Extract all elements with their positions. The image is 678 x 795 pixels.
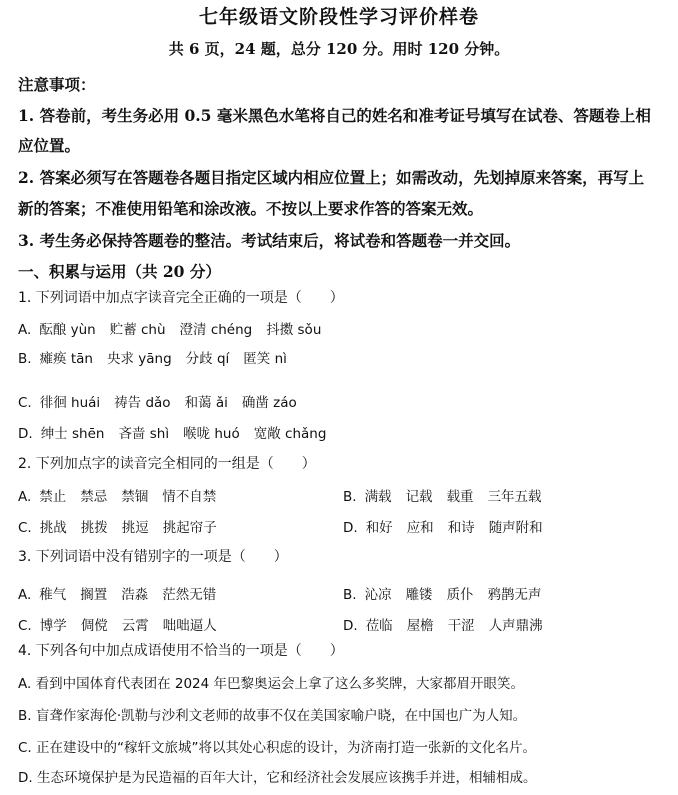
q4-option-a: A. 看到中国体育代表团在 2024 年巴黎奥运会上拿了这么多奖牌，大家都眉开眼笑。	[18, 676, 525, 692]
exam-title: 七年级语文阶段性学习评价样卷	[198, 6, 479, 28]
question-1-stem: 1. 下列词语中加点字读音完全正确的一项是（ ）	[18, 290, 344, 306]
q1-option-d: D. 绅士 shēn 吝啬 shì 喉咙 huó 宽敞 chǎng	[18, 426, 327, 442]
q3-option-d: D. 莅临 屋檐 干涩 人声鼎沸	[343, 618, 543, 634]
q2-option-c: C. 挑战 挑拨 挑逗 挑起帘子	[18, 520, 217, 536]
q2-option-a: A. 禁止 禁忌 禁锢 情不自禁	[18, 489, 217, 505]
question-4-stem: 4. 下列各句中加点成语使用不恰当的一项是（ ）	[18, 643, 344, 659]
q4-option-d: D. 生态环境保护是为民造福的百年大计，它和经济社会发展应该携手并进，相辅相成。	[18, 770, 537, 786]
q2-option-d: D. 和好 应和 和诗 随声附和	[343, 520, 543, 536]
notice-line-1: 1. 答卷前，考生务必用 0.5 毫米黑色水笔将自己的姓名和准考证号填写在试卷、答题卷上相	[18, 106, 651, 125]
q4-option-c: C. 正在建设中的“稼轩文旅城”将以其处心积虑的设计，为济南打造一张新的文化名片。	[18, 740, 536, 756]
notice-line-4: 新的答案；不准使用铅笔和涂改液。不按以上要求作答的答案无效。	[18, 199, 484, 218]
notice-heading: 注意事项：	[18, 75, 96, 94]
q1-option-a: A. 酝酿 yùn 贮蓄 chù 澄清 chéng 抖擞 sǒu	[18, 322, 322, 338]
q3-option-a: A. 稚气 搁置 浩淼 茫然无错	[18, 587, 217, 603]
notice-line-2: 应位置。	[18, 136, 81, 155]
q4-option-b: B. 盲聋作家海伦·凯勒与沙利文老师的故事不仅在美国家喻户晓，在中国也广为人知。	[18, 708, 527, 724]
question-3-stem: 3. 下列词语中没有错别字的一项是（ ）	[18, 549, 288, 565]
question-2-stem: 2. 下列加点字的读音完全相同的一组是（ ）	[18, 456, 316, 472]
notice-line-3: 2. 答案必须写在答题卷各题目指定区域内相应位置上；如需改动，先划掉原来答案，再写上	[18, 168, 645, 187]
exam-subtitle: 共 6 页，24 题，总分 120 分。用时 120 分钟。	[168, 40, 510, 58]
section-heading: 一、积累与运用（共 20 分）	[18, 262, 221, 281]
notice-line-5: 3. 考生务必保持答题卷的整洁。考试结束后，将试卷和答题卷一并交回。	[18, 231, 521, 250]
q1-option-c: C. 徘徊 huái 祷告 dǎo 和蔼 ǎi 确凿 záo	[18, 395, 297, 411]
q3-option-c: C. 博学 倜傥 云霄 咄咄逼人	[18, 618, 217, 634]
q2-option-b: B. 满载 记载 载重 三年五载	[343, 489, 542, 505]
q3-option-b: B. 沁凉 雕镂 质仆 鸦鹊无声	[343, 587, 542, 603]
q1-option-b: B. 瘫痪 tān 央求 yāng 分歧 qí 匿笑 nì	[18, 351, 287, 367]
